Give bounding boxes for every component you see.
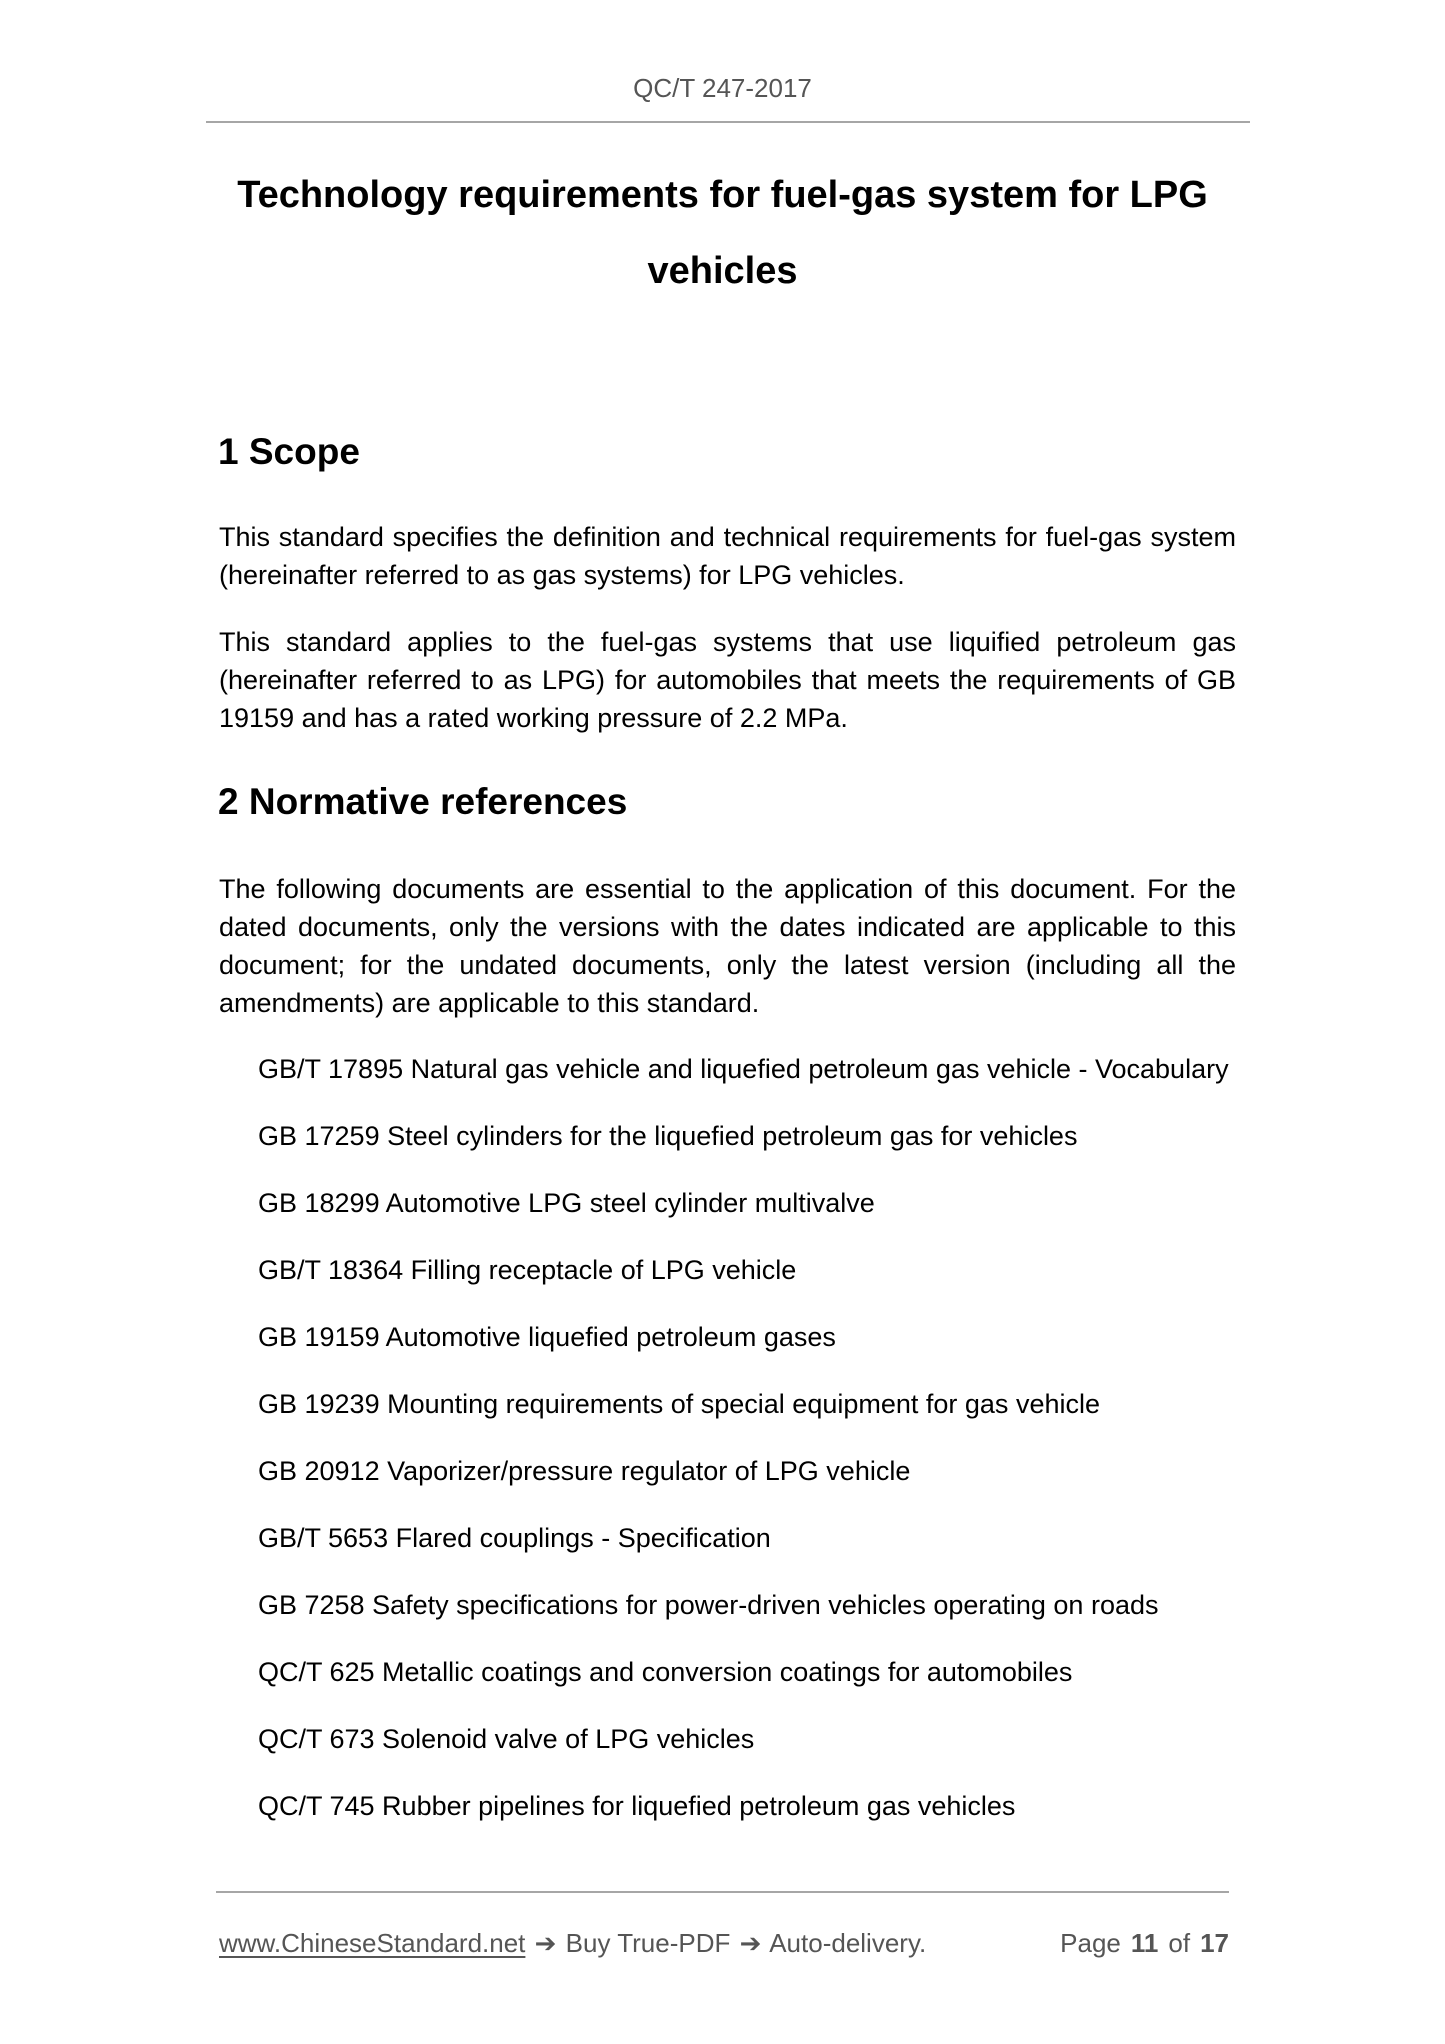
current-page-number: 11 [1130, 1928, 1159, 1958]
reference-item: GB 19239 Mounting requirements of special equipment for gas vehicle [258, 1389, 1100, 1419]
scope-paragraph-2: This standard applies to the fuel-gas systems that use liquified petroleum gas (hereinafter referred to as LPG) for automobiles that meets the requirements of GB 19159 and has a rated working pressure of 2.2 MPa. [219, 627, 1236, 733]
reference-item: QC/T 673 Solenoid valve of LPG vehicles [258, 1724, 755, 1754]
reference-item: GB 17259 Steel cylinders for the liquefied petroleum gas for vehicles [258, 1121, 1078, 1151]
reference-item: GB 19159 Automotive liquefied petroleum gases [258, 1322, 836, 1352]
normative-reference-list [258, 1050, 1236, 1854]
reference-item: GB 7258 Safety specifications for power-driven vehicles operating on roads [258, 1590, 1159, 1620]
reference-item: GB 20912 Vaporizer/pressure regulator of LPG vehicle [258, 1456, 911, 1486]
page-footer [219, 1926, 1229, 1960]
document-title-line-2: vehicles [647, 250, 798, 292]
scope-paragraph-1: This standard specifies the definition and technical requirements for fuel-gas system (hereinafter referred to as gas systems) for LPG vehicles. [219, 522, 1236, 590]
footer-step-delivery: Auto-delivery. [769, 1928, 927, 1958]
normative-references-intro: The following documents are essential to the application of this document. For the dated documents, only the versions with the dates indicated are applicable to this document; for the undated documents, only the latest version (including all the amendments) are applicable to this standard. [219, 874, 1236, 1018]
reference-item: GB 18299 Automotive LPG steel cylinder multivalve [258, 1188, 875, 1218]
reference-item: QC/T 625 Metallic coatings and conversion coatings for automobiles [258, 1657, 1073, 1687]
reference-item: GB/T 5653 Flared couplings - Specification [258, 1523, 771, 1553]
footer-divider [216, 1891, 1229, 1893]
page-label: Page [1060, 1928, 1121, 1958]
footer-step-buy: Buy True-PDF [565, 1928, 731, 1958]
reference-item: QC/T 745 Rubber pipelines for liquefied petroleum gas vehicles [258, 1791, 1016, 1821]
total-pages-number: 17 [1200, 1928, 1229, 1958]
of-label: of [1168, 1928, 1191, 1958]
arrow-right-icon: ➔ [534, 1928, 557, 1958]
section-heading-normative-references: 2 Normative references [218, 781, 628, 822]
arrow-right-icon: ➔ [739, 1928, 762, 1958]
document-title-line-1: Technology requirements for fuel-gas system for LPG [237, 174, 1208, 216]
page-indicator [1060, 1926, 1229, 1960]
header-divider [206, 121, 1250, 123]
running-header-document-code: QC/T 247-2017 [633, 73, 812, 103]
section-heading-scope: 1 Scope [218, 431, 360, 472]
reference-item: GB/T 17895 Natural gas vehicle and liquefied petroleum gas vehicle - Vocabulary [258, 1054, 1229, 1084]
reference-item: GB/T 18364 Filling receptacle of LPG vehicle [258, 1255, 797, 1285]
chinesestandard-link[interactable]: www.ChineseStandard.net [219, 1928, 526, 1958]
